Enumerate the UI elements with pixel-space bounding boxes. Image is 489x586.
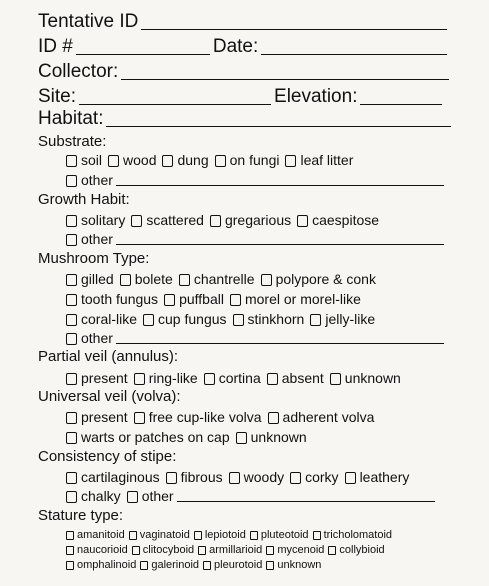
partial-veil-unknown-option[interactable]: unknown bbox=[330, 370, 401, 387]
type-bolete-option[interactable]: bolete bbox=[120, 271, 173, 288]
stipe-leathery-option[interactable]: leathery bbox=[345, 469, 410, 486]
stature-row-1 bbox=[66, 528, 396, 542]
stipe-cartilaginous-option[interactable]: cartilaginous bbox=[66, 469, 160, 486]
checkbox[interactable] bbox=[297, 215, 308, 227]
type-chantrelle-option[interactable]: chantrelle bbox=[179, 271, 255, 288]
checkbox[interactable] bbox=[313, 531, 321, 540]
checkbox[interactable] bbox=[66, 491, 77, 503]
universal-veil-row-1 bbox=[66, 409, 380, 426]
tentative-id-label: Tentative ID bbox=[38, 11, 139, 32]
growth-scattered-option[interactable]: scattered bbox=[131, 212, 204, 229]
date-field[interactable] bbox=[261, 54, 447, 55]
substrate-wood-option[interactable]: wood bbox=[108, 152, 156, 169]
checkbox[interactable] bbox=[66, 333, 77, 345]
stipe-title: Consistency of stipe: bbox=[38, 448, 177, 465]
stature-pleurotoid-option[interactable]: pleurotoid bbox=[203, 558, 262, 572]
collector-label: Collector: bbox=[38, 61, 119, 82]
type-morel-option[interactable]: morel or morel-like bbox=[230, 291, 361, 308]
stature-amanitoid-option[interactable]: amanitoid bbox=[66, 528, 125, 542]
partial-veil-options bbox=[66, 370, 407, 387]
checkbox[interactable] bbox=[164, 294, 175, 306]
stipe-woody-option[interactable]: woody bbox=[229, 469, 284, 486]
stature-mycenoid-option[interactable]: mycenoid bbox=[266, 543, 324, 557]
checkbox[interactable] bbox=[66, 175, 77, 187]
checkbox[interactable] bbox=[134, 412, 145, 424]
collector-field[interactable] bbox=[121, 79, 449, 80]
checkbox[interactable] bbox=[66, 472, 77, 484]
type-gilled-option[interactable]: gilled bbox=[66, 271, 114, 288]
partial-veil-ring-like-option[interactable]: ring-like bbox=[134, 370, 198, 387]
checkbox[interactable] bbox=[236, 432, 247, 444]
universal-veil-row-2 bbox=[66, 429, 313, 446]
partial-veil-cortina-option[interactable]: cortina bbox=[204, 370, 261, 387]
checkbox[interactable] bbox=[131, 215, 142, 227]
growth-habit-options bbox=[66, 212, 385, 229]
checkbox[interactable] bbox=[66, 274, 77, 286]
universal-veil-unknown-option[interactable]: unknown bbox=[236, 429, 307, 446]
checkbox[interactable] bbox=[132, 546, 140, 555]
universal-veil-adherent-volva-option[interactable]: adherent volva bbox=[268, 409, 375, 426]
type-tooth-fungus-option[interactable]: tooth fungus bbox=[66, 291, 158, 308]
universal-veil-free-volva-option[interactable]: free cup-like volva bbox=[134, 409, 262, 426]
type-coral-like-option[interactable]: coral-like bbox=[66, 311, 137, 328]
partial-veil-present-option[interactable]: present bbox=[66, 370, 128, 387]
checkbox[interactable] bbox=[310, 314, 321, 326]
tentative-id-field[interactable] bbox=[141, 29, 447, 30]
checkbox[interactable] bbox=[261, 274, 272, 286]
stature-naucorioid-option[interactable]: naucorioid bbox=[66, 543, 128, 557]
stipe-chalky-option[interactable]: chalky bbox=[66, 488, 121, 505]
checkbox[interactable] bbox=[267, 373, 278, 385]
elevation-label: Elevation: bbox=[274, 86, 358, 107]
mushroom-type-row-3 bbox=[66, 311, 381, 328]
stature-pluteotoid-option[interactable]: pluteotoid bbox=[250, 528, 309, 542]
checkbox[interactable] bbox=[66, 215, 77, 227]
growth-other-option[interactable]: other bbox=[66, 231, 113, 248]
substrate-dung-option[interactable]: dung bbox=[162, 152, 208, 169]
checkbox[interactable] bbox=[233, 314, 244, 326]
checkbox[interactable] bbox=[66, 531, 74, 540]
checkbox[interactable] bbox=[210, 215, 221, 227]
stature-lepiotoid-option[interactable]: lepiotoid bbox=[194, 528, 246, 542]
tentative-id-row bbox=[38, 11, 450, 33]
checkbox[interactable] bbox=[179, 274, 190, 286]
id-number-field[interactable] bbox=[76, 54, 210, 55]
checkbox[interactable] bbox=[203, 561, 211, 570]
stature-vaginatoid-option[interactable]: vaginatoid bbox=[129, 528, 190, 542]
universal-veil-present-option[interactable]: present bbox=[66, 409, 128, 426]
mushroom-type-row-1 bbox=[66, 271, 382, 288]
substrate-other-field[interactable] bbox=[116, 185, 444, 186]
type-other-field[interactable] bbox=[116, 343, 444, 344]
checkbox[interactable] bbox=[229, 472, 240, 484]
stature-row-3 bbox=[66, 558, 325, 572]
checkbox[interactable] bbox=[66, 561, 74, 570]
checkbox[interactable] bbox=[285, 155, 296, 167]
checkbox[interactable] bbox=[266, 546, 274, 555]
elevation-field[interactable] bbox=[360, 104, 442, 105]
mushroom-type-title: Mushroom Type: bbox=[38, 250, 150, 267]
stature-armillarioid-option[interactable]: armillarioid bbox=[198, 543, 262, 557]
stature-row-2 bbox=[66, 543, 389, 557]
checkbox[interactable] bbox=[66, 373, 77, 385]
id-number-label: ID # bbox=[38, 36, 73, 57]
growth-caespitose-option[interactable]: caespitose bbox=[297, 212, 379, 229]
habitat-field[interactable] bbox=[106, 126, 451, 127]
type-jelly-like-option[interactable]: jelly-like bbox=[310, 311, 375, 328]
checkbox[interactable] bbox=[166, 472, 177, 484]
stipe-other-field[interactable] bbox=[177, 501, 435, 502]
stature-tricholomatoid-option[interactable]: tricholomatoid bbox=[313, 528, 392, 542]
checkbox[interactable] bbox=[134, 373, 145, 385]
checkbox[interactable] bbox=[250, 531, 258, 540]
checkbox[interactable] bbox=[266, 561, 274, 570]
partial-veil-absent-option[interactable]: absent bbox=[267, 370, 324, 387]
date-label: Date: bbox=[212, 36, 259, 57]
checkbox[interactable] bbox=[198, 546, 206, 555]
growth-habit-title: Growth Habit: bbox=[38, 191, 130, 208]
stature-omphalinoid-option[interactable]: omphalinoid bbox=[66, 558, 136, 572]
type-puffball-option[interactable]: puffball bbox=[164, 291, 224, 308]
habitat-label: Habitat: bbox=[38, 108, 104, 129]
universal-veil-warts-option[interactable]: warts or patches on cap bbox=[66, 429, 230, 446]
stature-unknown-option[interactable]: unknown bbox=[266, 558, 321, 572]
stipe-other-option[interactable]: other bbox=[127, 488, 174, 505]
type-polypore-option[interactable]: polypore & conk bbox=[261, 271, 376, 288]
id-date-row bbox=[38, 36, 450, 58]
substrate-leaf-litter-option[interactable]: leaf litter bbox=[285, 152, 353, 169]
checkbox[interactable] bbox=[66, 546, 74, 555]
substrate-other-row bbox=[66, 172, 447, 189]
type-other-option[interactable]: other bbox=[66, 330, 113, 347]
checkbox[interactable] bbox=[120, 274, 131, 286]
checkbox[interactable] bbox=[66, 412, 77, 424]
stipe-row-2 bbox=[66, 488, 438, 505]
stature-clitocyboid-option[interactable]: clitocyboid bbox=[132, 543, 194, 557]
checkbox[interactable] bbox=[162, 155, 173, 167]
mushroom-type-row-2 bbox=[66, 291, 367, 308]
substrate-other-option[interactable]: other bbox=[66, 172, 113, 189]
growth-gregarious-option[interactable]: gregarious bbox=[210, 212, 291, 229]
mushroom-type-other-row bbox=[66, 330, 447, 347]
substrate-options bbox=[66, 152, 359, 169]
substrate-soil-option[interactable]: soil bbox=[66, 152, 102, 169]
checkbox[interactable] bbox=[66, 155, 77, 167]
checkbox[interactable] bbox=[230, 294, 241, 306]
site-field[interactable] bbox=[79, 104, 271, 105]
stature-collybioid-option[interactable]: collybioid bbox=[328, 543, 384, 557]
growth-habit-other-row bbox=[66, 231, 447, 248]
checkbox[interactable] bbox=[66, 234, 77, 246]
checkbox[interactable] bbox=[127, 491, 138, 503]
checkbox[interactable] bbox=[328, 546, 336, 555]
stature-galerinoid-option[interactable]: galerinoid bbox=[140, 558, 199, 572]
collector-row bbox=[38, 61, 452, 83]
stipe-corky-option[interactable]: corky bbox=[290, 469, 338, 486]
checkbox[interactable] bbox=[108, 155, 119, 167]
partial-veil-title: Partial veil (annulus): bbox=[38, 348, 179, 365]
checkbox[interactable] bbox=[268, 412, 279, 424]
checkbox[interactable] bbox=[345, 472, 356, 484]
checkbox[interactable] bbox=[66, 314, 77, 326]
checkbox[interactable] bbox=[129, 531, 137, 540]
checkbox[interactable] bbox=[204, 373, 215, 385]
substrate-title: Substrate: bbox=[38, 133, 107, 150]
type-stinkhorn-option[interactable]: stinkhorn bbox=[233, 311, 305, 328]
checkbox[interactable] bbox=[66, 432, 77, 444]
checkbox[interactable] bbox=[194, 531, 202, 540]
stature-title: Stature type: bbox=[38, 507, 124, 524]
stipe-fibrous-option[interactable]: fibrous bbox=[166, 469, 223, 486]
checkbox[interactable] bbox=[290, 472, 301, 484]
checkbox[interactable] bbox=[143, 314, 154, 326]
type-cup-fungus-option[interactable]: cup fungus bbox=[143, 311, 227, 328]
site-label: Site: bbox=[38, 86, 77, 107]
universal-veil-title: Universal veil (volva): bbox=[38, 388, 181, 405]
checkbox[interactable] bbox=[140, 561, 148, 570]
stipe-row-1 bbox=[66, 469, 415, 486]
site-elevation-row bbox=[38, 86, 445, 108]
growth-solitary-option[interactable]: solitary bbox=[66, 212, 125, 229]
habitat-row bbox=[38, 108, 454, 130]
checkbox[interactable] bbox=[330, 373, 341, 385]
checkbox[interactable] bbox=[215, 155, 226, 167]
growth-other-field[interactable] bbox=[116, 244, 444, 245]
checkbox[interactable] bbox=[66, 294, 77, 306]
substrate-on-fungi-option[interactable]: on fungi bbox=[215, 152, 280, 169]
